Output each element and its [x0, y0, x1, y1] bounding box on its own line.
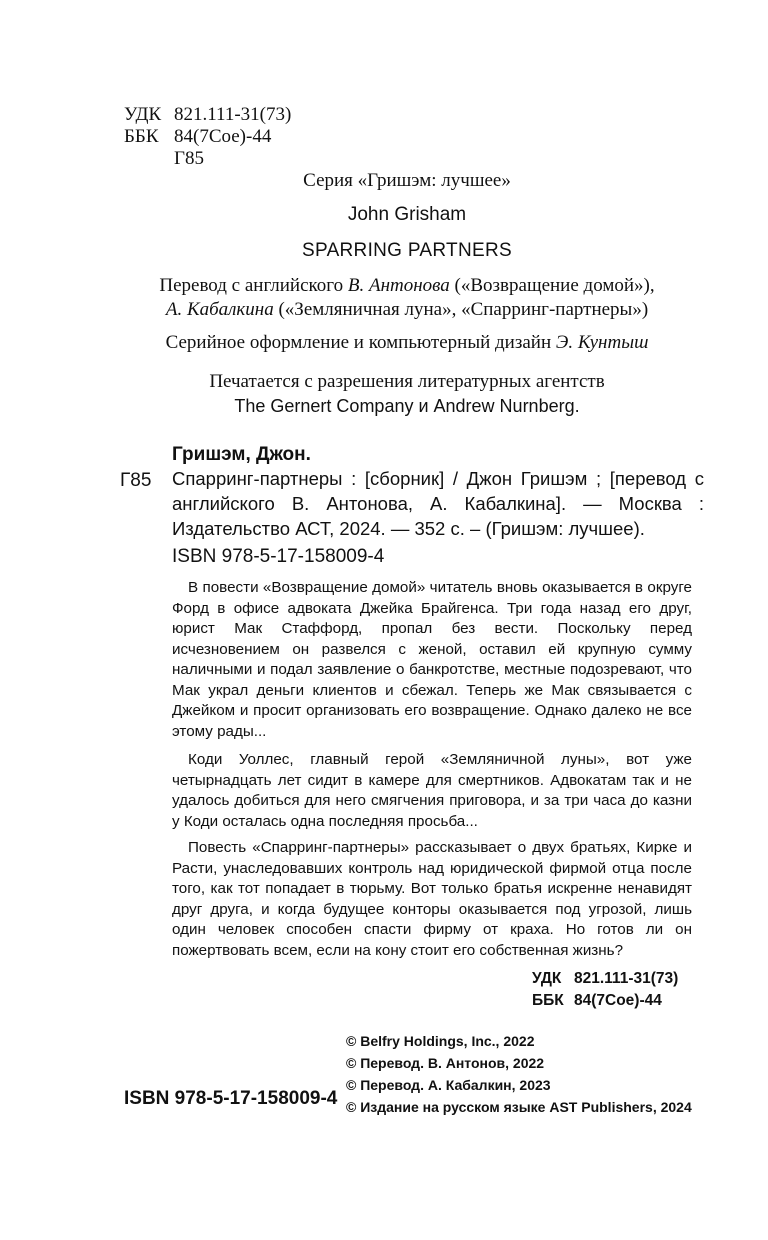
copyright-block	[346, 1030, 692, 1118]
copyright-line: © Перевод. В. Антонов, 2022	[346, 1055, 545, 1071]
bbk-bottom-row	[532, 990, 678, 1012]
translation-line-2	[110, 298, 704, 322]
udk-value: 821.111-31(73)	[174, 104, 292, 125]
translation-prefix: Перевод с английского	[159, 275, 348, 296]
bbk-label: ББК	[124, 126, 159, 147]
bbk-bottom-label: ББК	[532, 992, 564, 1009]
translator-2: А. Кабалкина	[165, 299, 274, 320]
annotation-paragraph-2	[172, 750, 692, 832]
udk-row	[124, 104, 291, 126]
bbk-bottom-value: 84(7Сое)-44	[574, 992, 662, 1009]
design-credit	[110, 332, 704, 354]
catalog-author-mark: Г85	[120, 470, 152, 491]
translation-work-1: («Возвращение домой»),	[449, 275, 655, 296]
annotation-text-2: Коди Уоллес, главный герой «Земляничной луны», вот уже четырнадцать лет сидит в камере для смертников. Адвокатам так и не удалось добиться для него смягчения приговора, и за три часа до казни у Коди осталась одна последняя просьба...	[172, 751, 692, 830]
classification-block	[124, 104, 291, 170]
annotation-paragraph-1	[172, 578, 692, 742]
isbn-bottom: ISBN 978-5-17-158009-4	[124, 1088, 338, 1109]
copyright-line: © Перевод. А. Кабалкин, 2023	[346, 1077, 551, 1093]
bbk-value: 84(7Сое)-44	[174, 126, 272, 147]
title-original: SPARRING PARTNERS	[302, 240, 512, 261]
author-mark: Г85	[174, 148, 204, 169]
catalog-author: Гришэм, Джон.	[172, 444, 311, 465]
udk-bottom-value: 821.111-31(73)	[574, 970, 679, 987]
catalog-description: Спарринг-партнеры : [сборник] / Джон Гришэм ; [перевод с английского В. Антонова, А. Кабалкина]. — Москва : Издательство АСТ, 2024. — 352 с. – (Гришэм: лучшее).	[172, 468, 704, 539]
translation-work-2: («Земляничная луна», «Спарринг-партнеры»)	[273, 299, 649, 320]
design-prefix: Серийное оформление и компьютерный дизайн	[165, 332, 556, 353]
copyright-line: © Издание на русском языке AST Publishers, 2024	[346, 1099, 692, 1115]
permission-line-2: The Gernert Company и Andrew Nurnberg.	[234, 396, 580, 416]
annotation-text-1: В повести «Возвращение домой» читатель вновь оказывается в округе Форд в офисе адвоката Джейка Брайгенса. Три года назад его друг, юрист Мак Стаффорд, пропал без вести. Поскольку перед исчезновением он развелся с женой, оставил ей крупную сумму наличными и подал заявление о банкротстве, местные подозревают, что Мак украл деньги клиентов и сбежал. Теперь же Мак связывается с Джейком и просит организовать его возвращение. Однако далеко не все этому рады...	[172, 579, 692, 740]
annotation-text-3: Повесть «Спарринг-партнеры» рассказывает о двух братьях, Кирке и Расти, унаследовавших контроль над юридической фирмой отца после того, как тот попадает в тюрьму. Вот только братья искренне ненавидят друг друга, и когда будущее конторы оказывается под угрозой, лишь один человек способен спасти фирму от краха. Но готов ли он пожертвовать всем, если на кону стоит его собственная жизнь?	[172, 839, 692, 959]
designer-name: Э. Кунтыш	[555, 332, 649, 353]
classification-bottom	[532, 968, 678, 1012]
permission-line-1: Печатается с разрешения литературных агентств	[209, 371, 605, 392]
bbk-row	[124, 126, 291, 148]
permission-notice	[110, 370, 704, 418]
catalog-isbn: ISBN 978-5-17-158009-4	[172, 546, 385, 567]
translator-1: В. Антонова	[347, 275, 450, 296]
series-line: Серия «Гришэм: лучшее»	[303, 170, 511, 191]
translation-line-1	[110, 274, 704, 298]
annotation-paragraph-3	[172, 838, 692, 961]
translation-credits	[110, 274, 704, 322]
copyright-line: © Belfry Holdings, Inc., 2022	[346, 1033, 535, 1049]
udk-bottom-label: УДК	[532, 970, 562, 987]
author-original: John Grisham	[347, 204, 467, 225]
udk-label: УДК	[124, 104, 162, 125]
udk-bottom-row	[532, 968, 678, 990]
